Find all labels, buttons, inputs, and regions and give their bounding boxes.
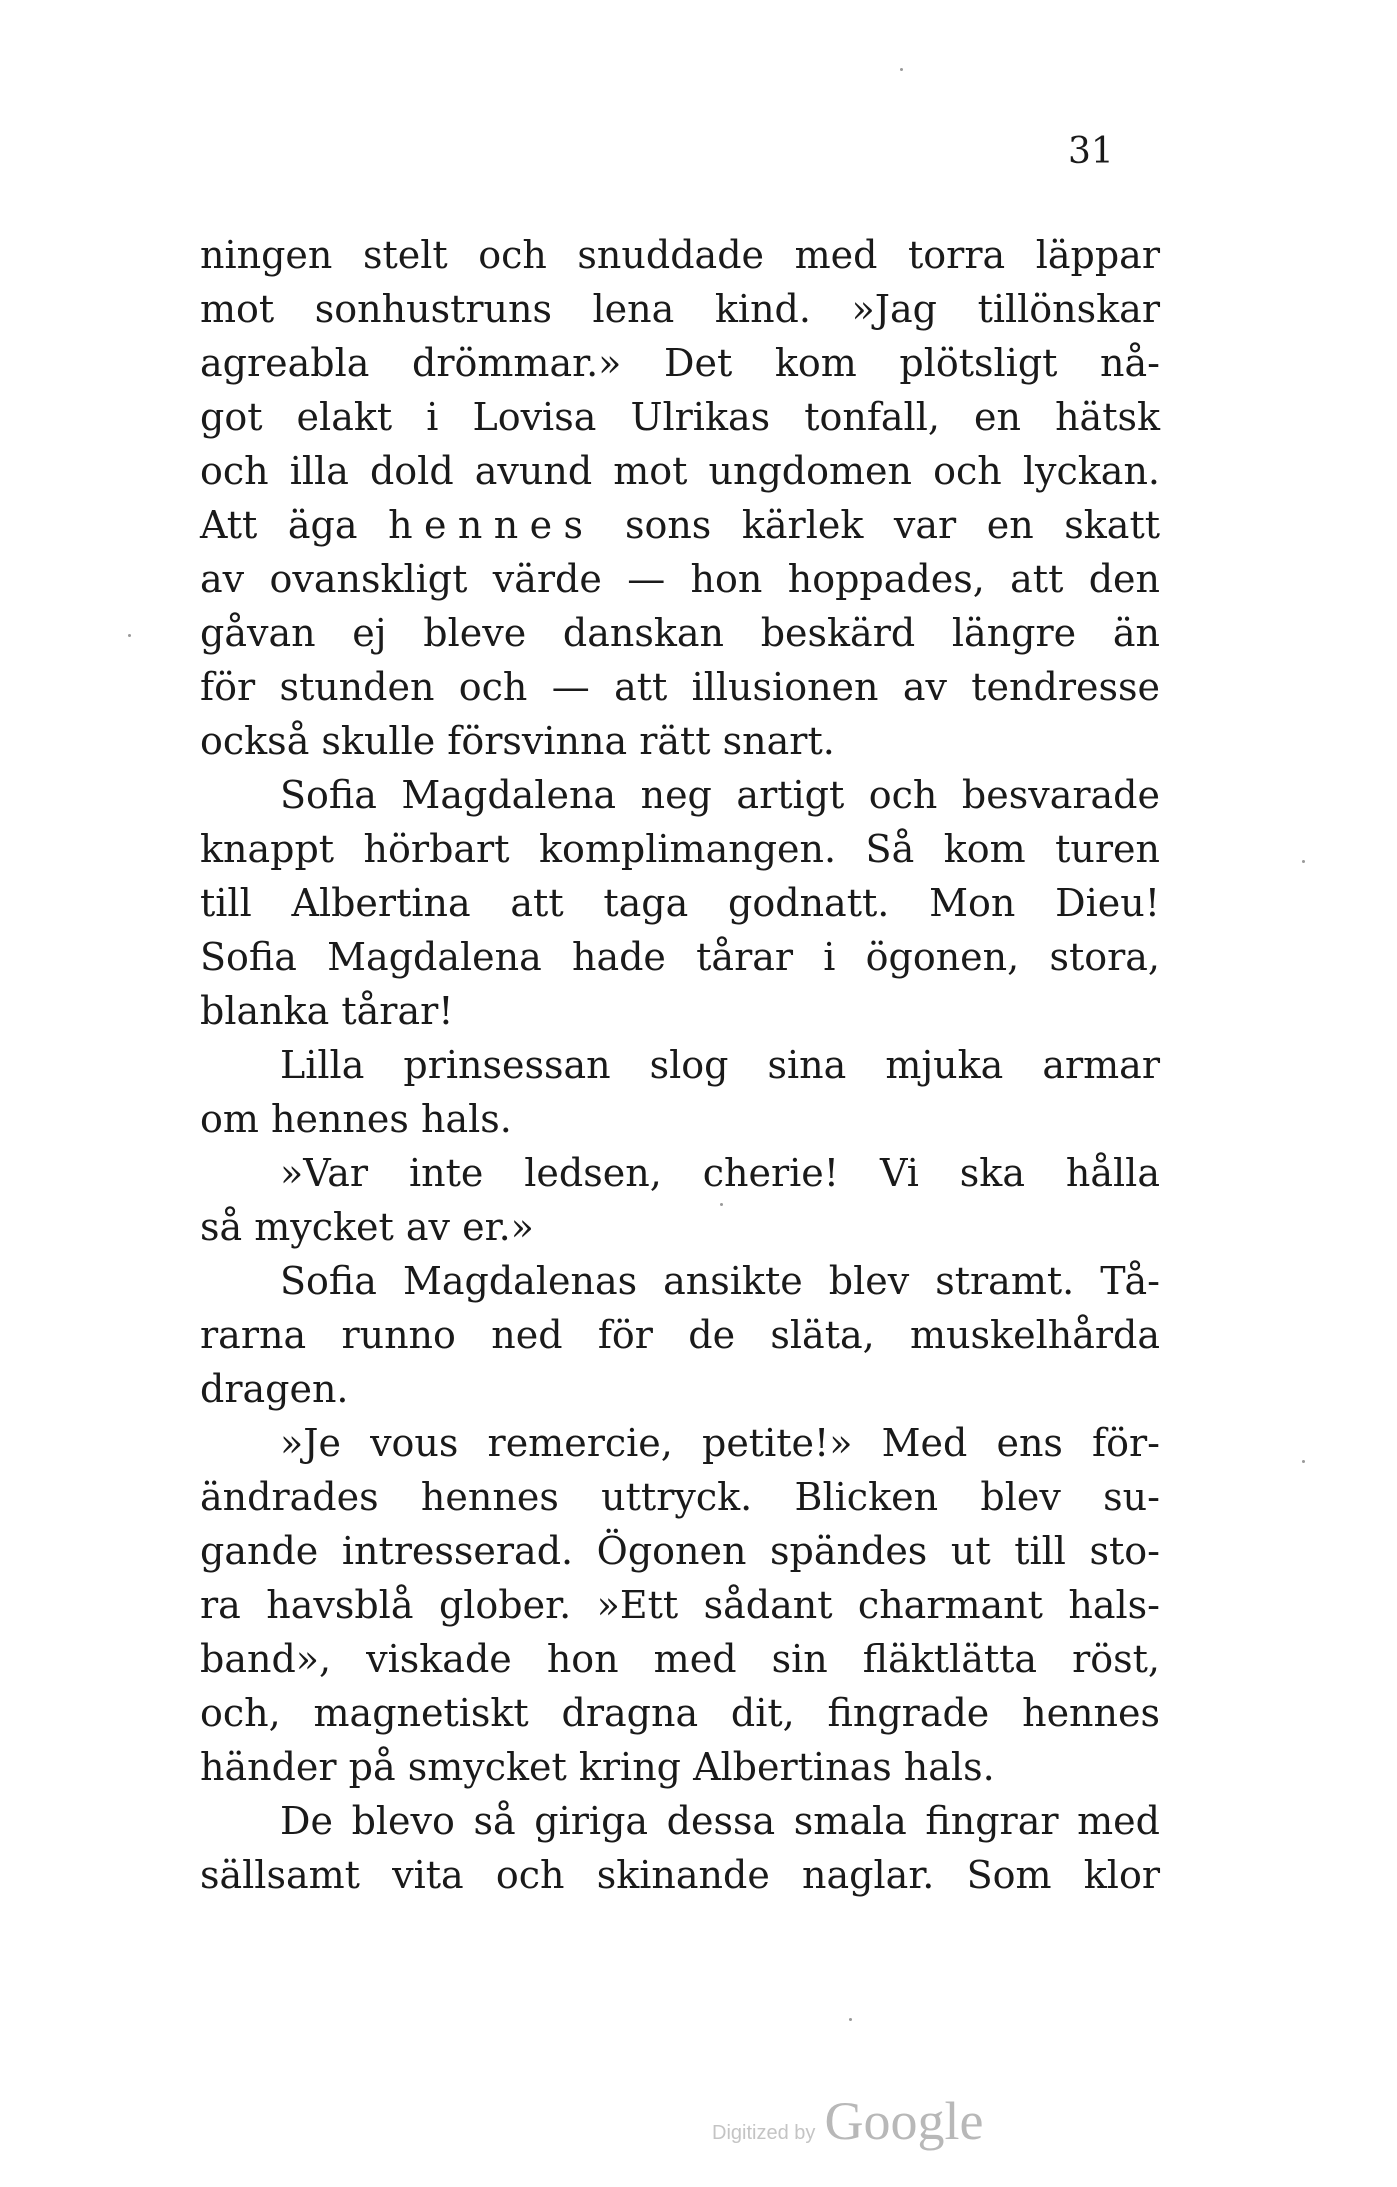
text-line: ningen stelt och snuddade med torra läppar [200, 233, 1160, 277]
page-number: 31 [1068, 131, 1114, 172]
scan-speck [720, 1203, 723, 1206]
text-line: Sofia Magdalenas ansikte blev stramt. Tå- [280, 1259, 1160, 1303]
text-line: till Albertina att taga godnatt. Mon Dieu! [200, 881, 1160, 925]
text-line: rarna runno ned för de släta, muskelhårda [200, 1313, 1160, 1357]
digitized-watermark [712, 2090, 983, 2152]
text-line: ändrades hennes uttryck. Blicken blev su- [200, 1475, 1160, 1519]
text-line: blanka tårar! [200, 989, 454, 1033]
google-logo: Google [824, 2091, 984, 2151]
text-line: och illa dold avund mot ungdomen och lyckan. [200, 449, 1160, 493]
text-fragment: sons kärlek var en skatt [624, 503, 1160, 547]
text-line: gande intresserad. Ögonen spändes ut till sto- [200, 1529, 1160, 1573]
text-line: Lilla prinsessan slog sina mjuka armar [280, 1043, 1160, 1087]
text-line: om hennes hals. [200, 1097, 512, 1141]
digitized-label: Digitized by [712, 2122, 816, 2144]
text-line: »Var inte ledsen, cherie! Vi ska hålla [280, 1151, 1160, 1195]
scan-speck [1302, 1460, 1305, 1463]
text-line: och, magnetiskt dragna dit, fingrade hennes [200, 1691, 1160, 1735]
text-line: för stunden och — att illusionen av tendresse [200, 665, 1160, 709]
text-line: sällsamt vita och skinande naglar. Som klor [200, 1853, 1160, 1897]
text-line: händer på smycket kring Albertinas hals. [200, 1745, 995, 1789]
text-line: Sofia Magdalena neg artigt och besvarade [280, 773, 1160, 817]
text-line: så mycket av er.» [200, 1205, 534, 1249]
text-line: mot sonhustruns lena kind. »Jag tillönskar [200, 287, 1160, 331]
text-fragment: Att äga [200, 503, 358, 547]
scan-speck [849, 2018, 852, 2021]
text-line: »Je vous remercie, petite!» Med ens för- [280, 1421, 1160, 1465]
text-line: gåvan ej bleve danskan beskärd längre än [200, 611, 1160, 655]
text-line: knappt hörbart komplimangen. Så kom turen [200, 827, 1160, 871]
text-line [200, 498, 1160, 552]
scan-speck [1302, 860, 1305, 863]
text-line: också skulle försvinna rätt snart. [200, 719, 835, 763]
text-line: got elakt i Lovisa Ulrikas tonfall, en hätsk [200, 395, 1160, 439]
scan-speck [900, 68, 903, 71]
text-line: Sofia Magdalena hade tårar i ögonen, stora, [200, 935, 1160, 979]
emphasized-word: hennes [388, 503, 595, 547]
text-line: av ovanskligt värde — hon hoppades, att den [200, 557, 1160, 601]
scan-speck [128, 634, 131, 637]
text-line: dragen. [200, 1367, 349, 1411]
body-text [200, 228, 1160, 1902]
text-line: ra havsblå glober. »Ett sådant charmant hals- [200, 1583, 1160, 1627]
text-line: De blevo så giriga dessa smala fingrar med [280, 1799, 1160, 1843]
text-line: band», viskade hon med sin fläktlätta röst, [200, 1637, 1160, 1681]
text-line: agreabla drömmar.» Det kom plötsligt nå- [200, 341, 1160, 385]
